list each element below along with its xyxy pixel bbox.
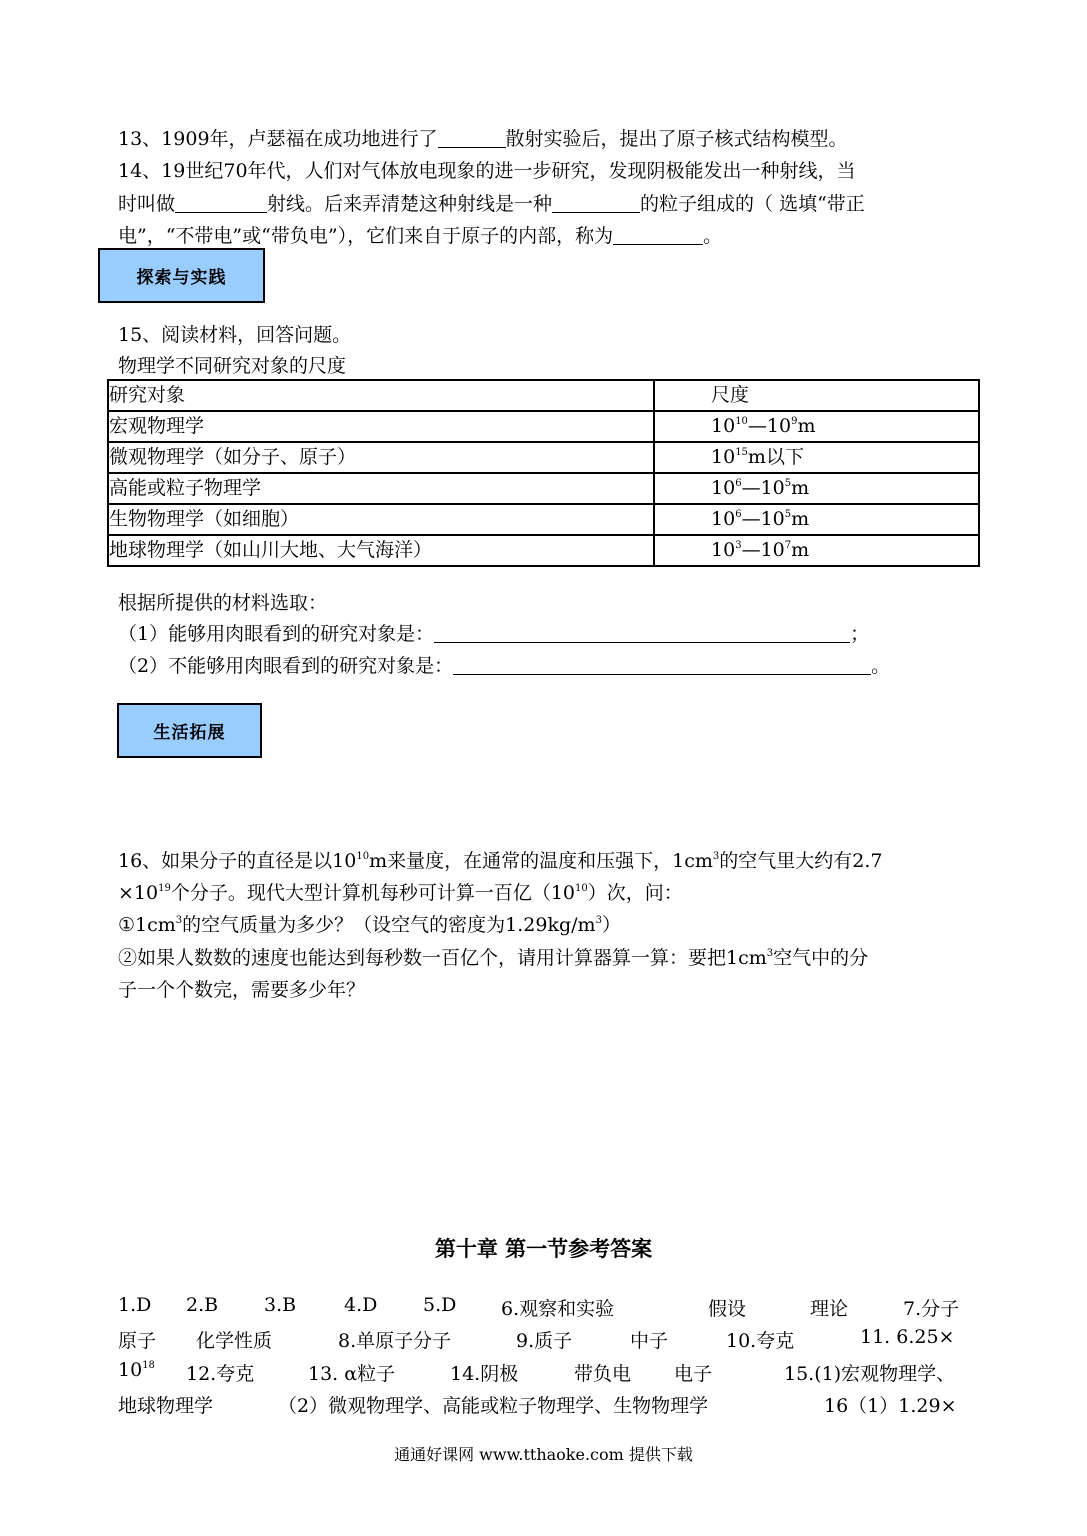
page-footer: 通通好课网 www.tthaoke.com 提供下载 xyxy=(394,1445,693,1464)
answer-item: 3.B xyxy=(264,1294,297,1316)
answers-title: 第十章 第一节参考答案 xyxy=(434,1237,653,1261)
answer-item: 5.D xyxy=(423,1294,457,1316)
q14-line-1: 14、19世纪70年代，人们对气体放电现象的进一步研究，发现阴极能发出一种射线，当 xyxy=(118,160,856,182)
q15-part-2 xyxy=(118,651,890,678)
answer-item: 1.D xyxy=(118,1294,152,1316)
answer-item: 原子 xyxy=(118,1330,157,1352)
q15-part-1-end: ； xyxy=(850,623,870,645)
answer-item: 电子 xyxy=(674,1363,713,1385)
table-header-object: 研究对象 xyxy=(108,380,654,411)
answer-item: 地球物理学 xyxy=(118,1395,214,1417)
q16-line-3: $①1cm^3$的空气质量为多少？（设空气的密度为$1.29kg/m^3$） xyxy=(118,914,621,936)
table-row xyxy=(108,535,979,566)
answer-item: $10^{18}$ xyxy=(118,1359,155,1381)
table-cell-object: 地球物理学（如山川大地、大气海洋） xyxy=(108,535,654,566)
q13-text: 13、1909年，卢瑟福在成功地进行了 xyxy=(118,128,438,150)
q14-text-b: 射线。后来弄清楚这种射线是一种 xyxy=(267,193,553,215)
q14-blank-1[interactable] xyxy=(175,193,267,213)
table-cell-object: 宏观物理学 xyxy=(108,411,654,442)
q13-line xyxy=(118,124,848,151)
q15-part-2-text: （2）不能够用肉眼看到的研究对象是： xyxy=(118,655,454,677)
table-cell-object: 生物物理学（如细胞） xyxy=(108,504,654,535)
answer-item: 7.分子 xyxy=(903,1298,960,1320)
answer-item: 理论 xyxy=(810,1298,849,1320)
answer-item: 中子 xyxy=(630,1330,669,1352)
q14-blank-3[interactable] xyxy=(613,225,703,245)
section-label-life: 生活拓展 xyxy=(117,703,262,758)
q15-part-2-end: 。 xyxy=(871,655,891,677)
q15-answer-blank-1[interactable] xyxy=(434,623,850,643)
table-row xyxy=(108,473,979,504)
q16-line-4: ②如果人数数的速度也能达到每秒数一百亿个，请用计算器算一算：要把$1cm^3$空气中的分 xyxy=(118,947,869,969)
table-header-row xyxy=(108,380,979,411)
answer-item: 13. α粒子 xyxy=(308,1363,396,1385)
q14-line-3 xyxy=(118,221,722,248)
q14-text-a: 时叫做 xyxy=(118,193,176,215)
answer-item: 2.B xyxy=(186,1294,219,1316)
answer-item: 带负电 xyxy=(574,1363,632,1385)
q15-part-1-text: （1）能够用肉眼看到的研究对象是： xyxy=(118,623,435,645)
answer-item: 14.阴极 xyxy=(450,1363,519,1385)
table-cell-object: 高能或粒子物理学 xyxy=(108,473,654,504)
q14-text-c: 的粒子组成的（ 选填“带正 xyxy=(640,193,865,215)
table-cell-scale: $10^{10}—10^9m$ xyxy=(654,411,979,442)
q14-blank-2[interactable] xyxy=(552,193,640,213)
q16-line-1: 16、如果分子的直径是以$10^{10}m$来量度，在通常的温度和压强下，$1cm^3$的空气里大约有2.7 xyxy=(118,850,883,872)
section-label-explore: 探索与实践 xyxy=(98,248,265,303)
table-cell-scale: $10^{15}m$以下 xyxy=(654,442,979,473)
answer-item: 假设 xyxy=(708,1298,747,1320)
answer-item: 化学性质 xyxy=(196,1330,273,1352)
q15-prompt: 根据所提供的材料选取： xyxy=(118,592,328,614)
answer-item: 16（1）1.29× xyxy=(824,1395,957,1417)
scale-table xyxy=(107,379,980,567)
answer-item: 9.质子 xyxy=(516,1330,573,1352)
q16-line-2: $\times 10^{19}$个分子。现代大型计算机每秒可计算一百亿$(10^{10})$次，问： xyxy=(118,882,683,904)
table-row xyxy=(108,504,979,535)
q14-line-2 xyxy=(118,189,865,216)
answer-item: 15.(1)宏观物理学、 xyxy=(784,1363,956,1385)
q15-answer-blank-2[interactable] xyxy=(453,655,871,675)
table-row xyxy=(108,442,979,473)
q14-text-d: 电”，“不带电”或“带负电”），它们来自于原子的内部，称为 xyxy=(118,225,614,247)
answer-item: 4.D xyxy=(344,1294,378,1316)
q13-blank[interactable] xyxy=(438,128,506,148)
table-cell-scale: $10^3—10^7m$ xyxy=(654,535,979,566)
answer-item: 10.夸克 xyxy=(726,1330,795,1352)
answer-item: 11. 6.25× xyxy=(860,1326,955,1348)
table-header-scale: 尺度 xyxy=(654,380,979,411)
q15-intro: 15、阅读材料，回答问题。 xyxy=(118,324,352,346)
q15-table-title: 物理学不同研究对象的尺度 xyxy=(118,355,347,377)
answer-item: 8.单原子分子 xyxy=(338,1330,452,1352)
answer-item: 6.观察和实验 xyxy=(501,1298,615,1320)
table-cell-scale: $10^6—10^5m$ xyxy=(654,473,979,504)
q15-part-1 xyxy=(118,619,869,646)
q16-line-5: 子一个个数完，需要多少年？ xyxy=(118,979,366,1001)
table-cell-scale: $10^6—10^5m$ xyxy=(654,504,979,535)
table-row xyxy=(108,411,979,442)
q13-text-end: 散射实验后，提出了原子核式结构模型。 xyxy=(505,128,848,150)
q14-text-e: 。 xyxy=(703,225,723,247)
answer-item: 12.夸克 xyxy=(186,1363,255,1385)
answer-item: （2）微观物理学、高能或粒子物理学、生物物理学 xyxy=(278,1395,709,1417)
table-cell-object: 微观物理学（如分子、原子） xyxy=(108,442,654,473)
